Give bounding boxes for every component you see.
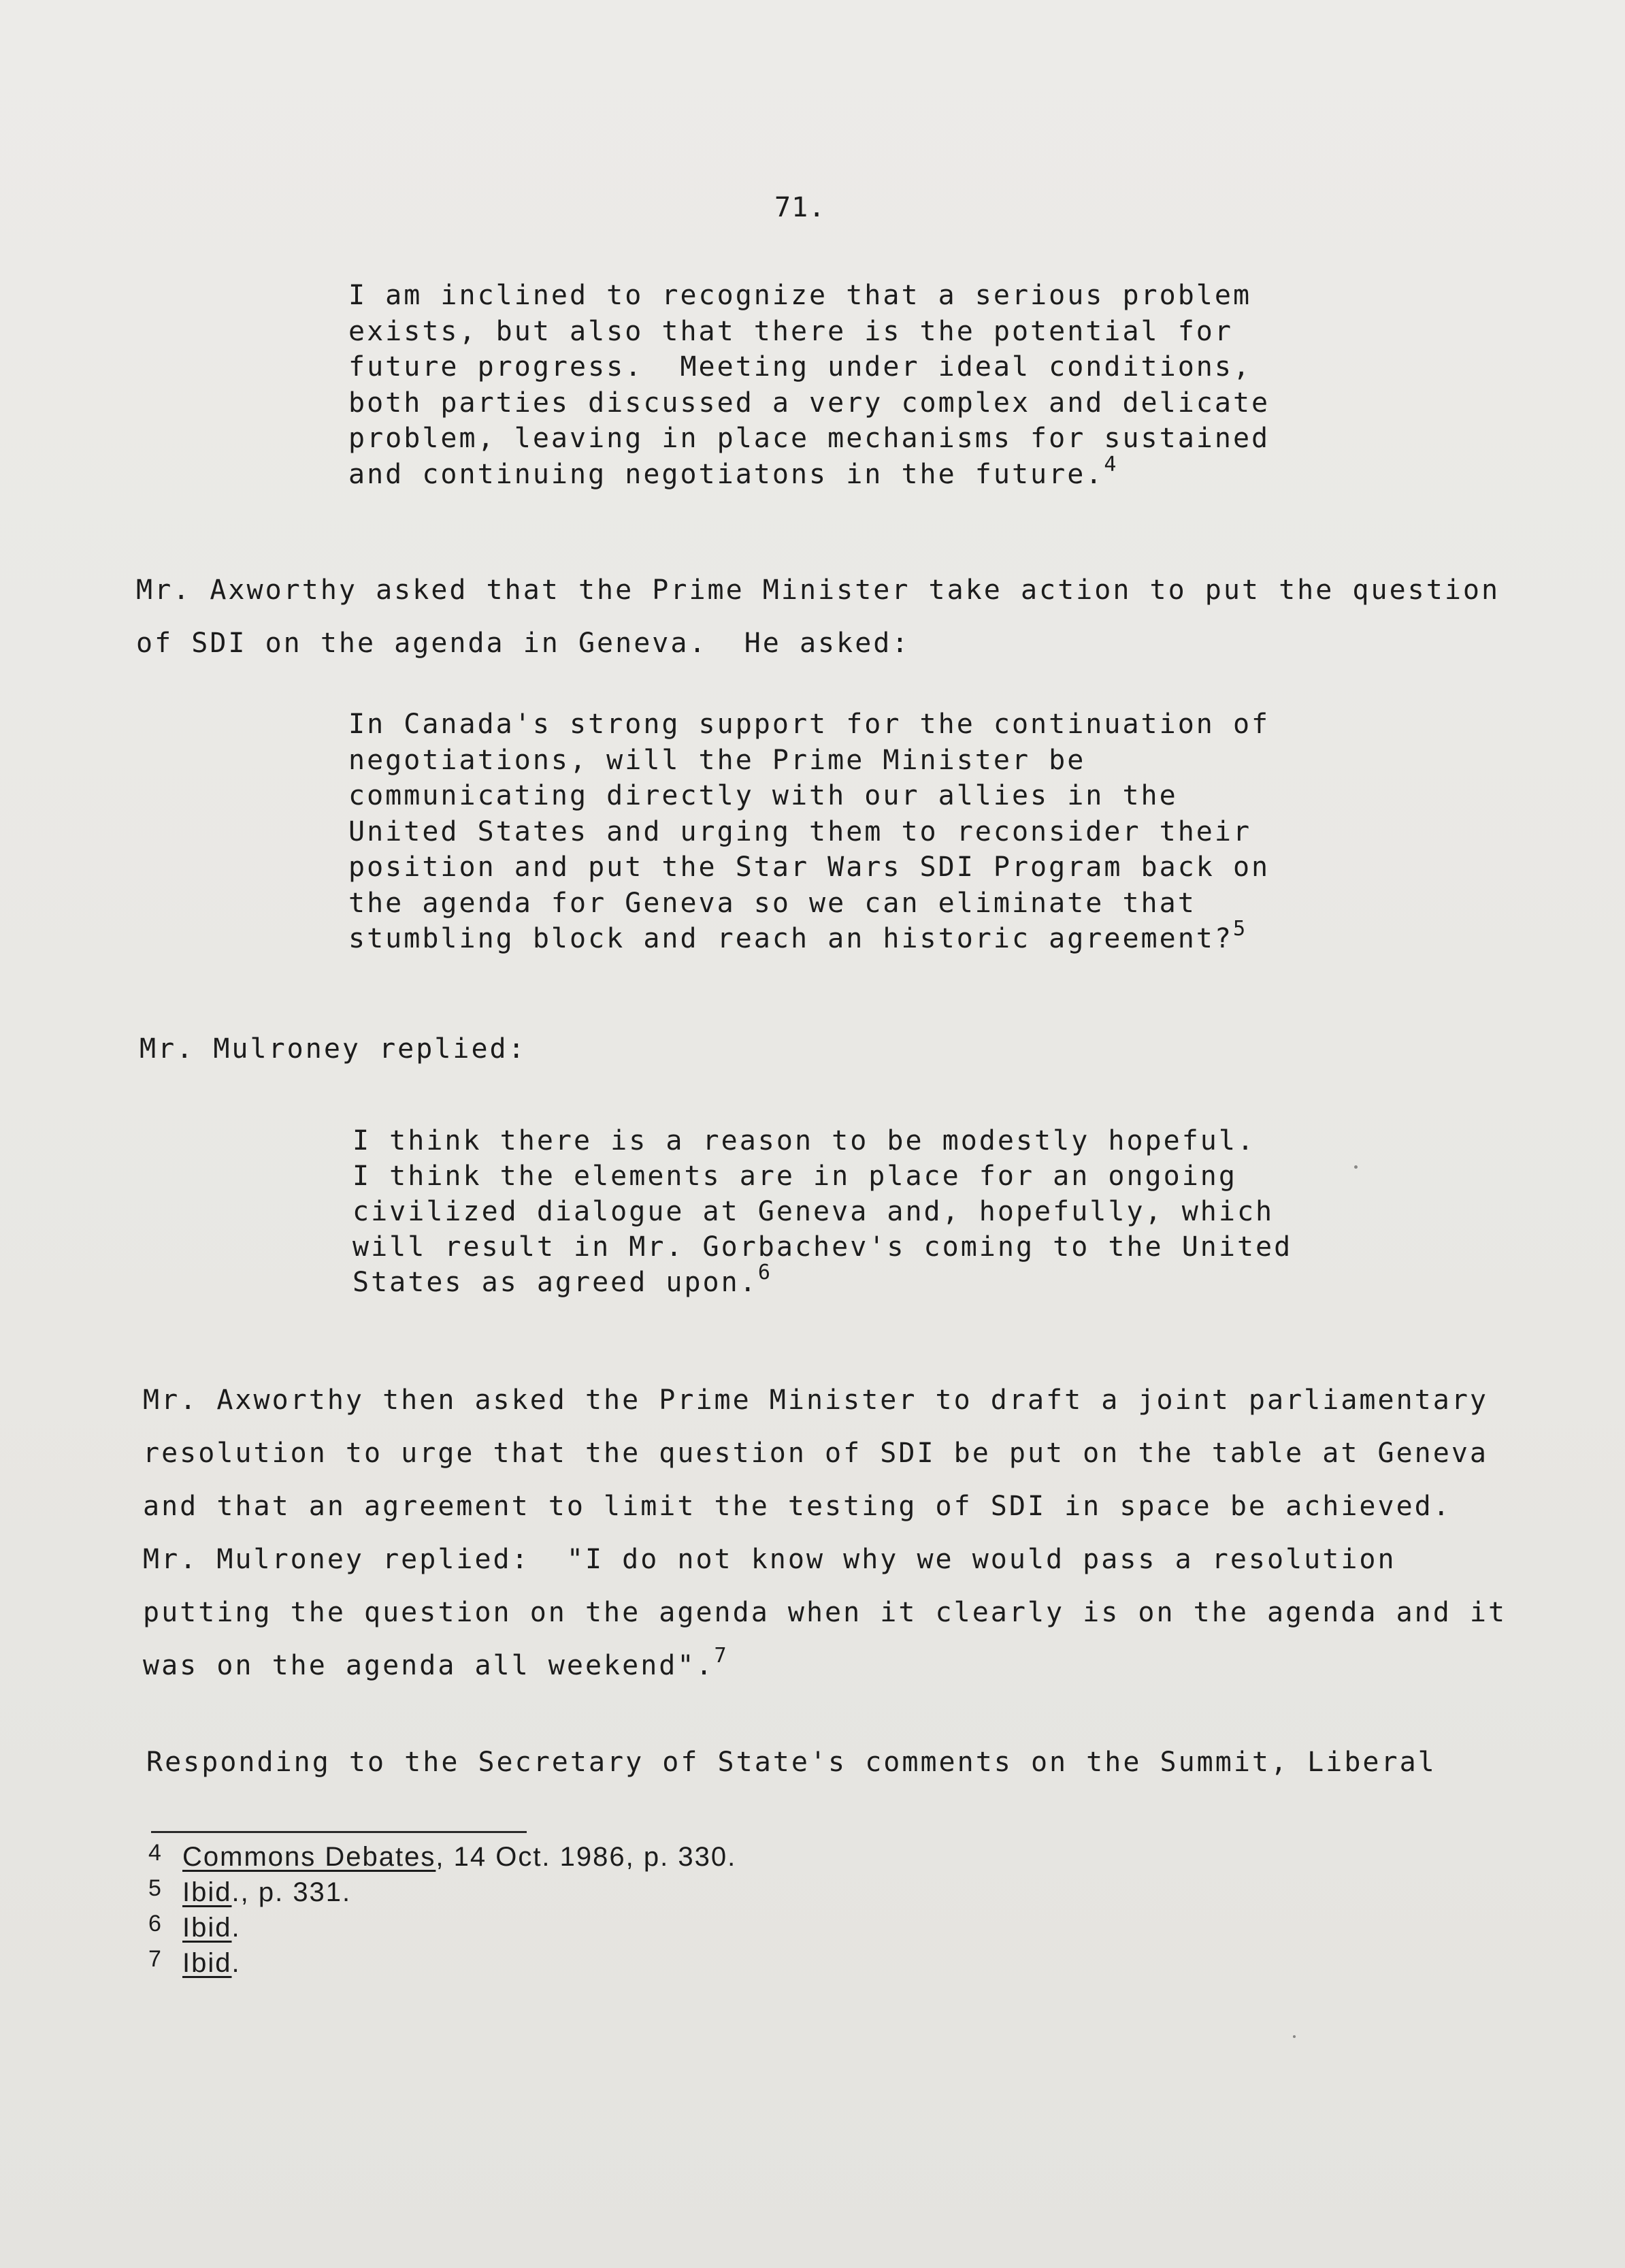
paragraph-1 bbox=[136, 564, 1500, 670]
footnote-text: . bbox=[231, 1913, 241, 1943]
page-number: 71. bbox=[774, 192, 826, 223]
quote-2-line: position and put the Star Wars SDI Program back on bbox=[348, 852, 1270, 883]
quote-1-line: and continuing negotiatons in the future. bbox=[348, 458, 1104, 490]
footnote-source: Commons Debates bbox=[182, 1842, 436, 1872]
footnote-text: , 14 Oct. 1986, p. 330. bbox=[436, 1842, 737, 1872]
footnote-source: Ibid bbox=[182, 1913, 232, 1943]
quote-2-line: communicating directly with our allies in the bbox=[348, 780, 1178, 811]
footnote-source: Ibid bbox=[182, 1948, 232, 1978]
footnote-text: . bbox=[231, 1948, 241, 1978]
quote-1-line: future progress. Meeting under ideal conditions, bbox=[348, 351, 1252, 383]
quote-3-line: will result in Mr. Gorbachev's coming to the United bbox=[352, 1231, 1293, 1263]
paper-speck bbox=[1293, 2035, 1296, 2038]
footnote-ref-4: 4 bbox=[1104, 452, 1117, 476]
quote-2-line: United States and urging them to reconsider their bbox=[348, 815, 1252, 847]
footnote-number: 7 bbox=[148, 1946, 163, 1972]
footnote-5 bbox=[148, 1870, 736, 1906]
footnote-divider bbox=[151, 1831, 527, 1833]
paragraph-3-line: and that an agreement to limit the testing of SDI in space be achieved. bbox=[143, 1491, 1451, 1522]
quote-3-line: I think there is a reason to be modestly hopeful. bbox=[352, 1125, 1256, 1156]
footnote-source: Ibid bbox=[182, 1877, 232, 1907]
paragraph-3-line: putting the question on the agenda when it clearly is on the agenda and it bbox=[143, 1597, 1507, 1628]
paragraph-3-line: resolution to urge that the question of SDI be put on the table at Geneva bbox=[143, 1438, 1488, 1469]
footnote-ref-7: 7 bbox=[714, 1644, 727, 1668]
paper-speck bbox=[1354, 1165, 1358, 1169]
quote-2-line: stumbling block and reach an historic agreement? bbox=[348, 923, 1233, 954]
block-quote-1 bbox=[348, 278, 1270, 492]
quote-3-line: I think the elements are in place for an ongoing bbox=[352, 1161, 1237, 1192]
paragraph-3-line: Mr. Axworthy then asked the Prime Minister to draft a joint parliamentary bbox=[143, 1384, 1488, 1416]
footnote-4 bbox=[148, 1835, 736, 1870]
quote-2-line: negotiations, will the Prime Minister be bbox=[348, 744, 1086, 776]
footnote-text: ., p. 331. bbox=[231, 1877, 352, 1907]
quote-3-line: civilized dialogue at Geneva and, hopefully, which bbox=[352, 1196, 1275, 1227]
quote-2-line: the agenda for Geneva so we can eliminate that bbox=[348, 887, 1196, 919]
footnotes bbox=[148, 1835, 736, 1977]
quote-1-line: both parties discussed a very complex and delicate bbox=[348, 387, 1270, 419]
footnote-number: 5 bbox=[148, 1875, 163, 1901]
quote-1-line: problem, leaving in place mechanisms for sustained bbox=[348, 423, 1270, 454]
footnote-number: 4 bbox=[148, 1840, 163, 1866]
footnote-7 bbox=[148, 1941, 736, 1977]
paragraph-1-line: Mr. Axworthy asked that the Prime Minister take action to put the question bbox=[136, 574, 1500, 606]
paragraph-4: Responding to the Secretary of State's comments on the Summit, Liberal bbox=[146, 1747, 1437, 1778]
footnote-number: 6 bbox=[148, 1911, 163, 1937]
footnote-ref-6: 6 bbox=[757, 1261, 770, 1284]
paragraph-3-line: was on the agenda all weekend". bbox=[143, 1650, 715, 1681]
paragraph-1-line: of SDI on the agenda in Geneva. He asked: bbox=[136, 628, 910, 659]
block-quote-2 bbox=[348, 707, 1270, 957]
quote-1-line: exists, but also that there is the potential for bbox=[348, 315, 1233, 347]
paragraph-3 bbox=[143, 1374, 1507, 1692]
footnote-6 bbox=[148, 1906, 736, 1941]
footnote-ref-5: 5 bbox=[1232, 917, 1245, 941]
quote-1-line: I am inclined to recognize that a serious problem bbox=[348, 280, 1252, 311]
paragraph-3-line: Mr. Mulroney replied: "I do not know why we would pass a resolution bbox=[143, 1544, 1396, 1575]
paragraph-2: Mr. Mulroney replied: bbox=[139, 1033, 527, 1065]
block-quote-3 bbox=[352, 1123, 1292, 1300]
quote-3-line: States as agreed upon. bbox=[352, 1267, 758, 1298]
quote-2-line: In Canada's strong support for the continuation of bbox=[348, 709, 1270, 740]
